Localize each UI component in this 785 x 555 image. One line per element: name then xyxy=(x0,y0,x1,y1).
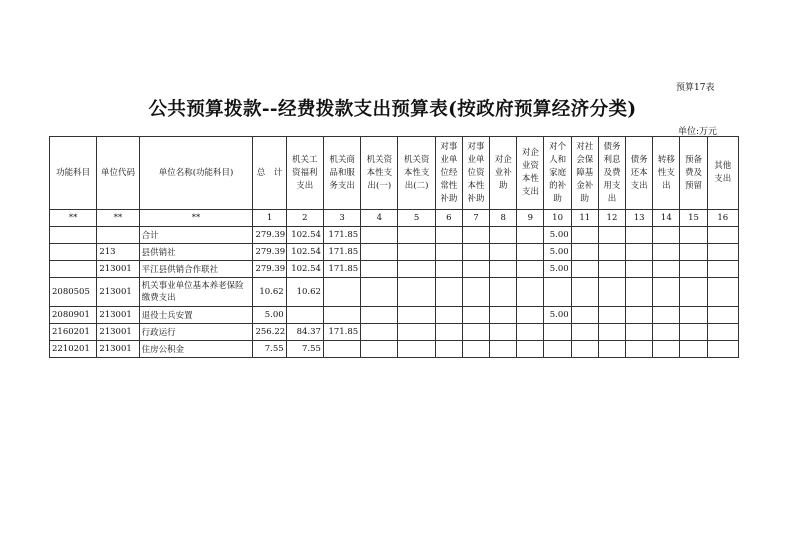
column-number: 4 xyxy=(361,210,398,227)
salary-cell xyxy=(286,307,323,324)
column-number: ** xyxy=(97,210,139,227)
total-cell: 5.00 xyxy=(253,307,286,324)
goods-services-cell xyxy=(323,341,360,358)
column-header: 对事业单位资本性补助 xyxy=(462,137,489,210)
unit-name-cell: 合计 xyxy=(139,227,253,244)
function-code-cell: 2210201 xyxy=(50,341,97,358)
column-number: 5 xyxy=(398,210,435,227)
household-subsidy-cell: 5.00 xyxy=(544,244,571,261)
column-header: 机关资本性支出(二) xyxy=(398,137,435,210)
function-code-cell xyxy=(50,227,97,244)
unit-code-cell: 213001 xyxy=(97,307,139,324)
unit-name-cell: 县供销社 xyxy=(139,244,253,261)
function-code-cell xyxy=(50,244,97,261)
unit-code-cell: 213001 xyxy=(97,278,139,307)
unit-code-cell: 213001 xyxy=(97,341,139,358)
table-row xyxy=(50,324,739,341)
table-row xyxy=(50,307,739,324)
column-header: 机关商品和服务支出 xyxy=(323,137,360,210)
unit-name-cell: 机关事业单位基本养老保险缴费支出 xyxy=(139,278,253,307)
salary-cell: 84.37 xyxy=(286,324,323,341)
column-header: 债务利息及费用支出 xyxy=(598,137,625,210)
goods-services-cell: 171.85 xyxy=(323,244,360,261)
household-subsidy-cell xyxy=(544,341,571,358)
column-header: 对事业单位经常性补助 xyxy=(435,137,462,210)
column-number: 6 xyxy=(435,210,462,227)
column-number: 3 xyxy=(323,210,360,227)
column-number: 9 xyxy=(517,210,544,227)
goods-services-cell: 171.85 xyxy=(323,324,360,341)
unit-code-cell: 213001 xyxy=(97,261,139,278)
total-cell: 279.39 xyxy=(253,227,286,244)
column-number: 1 xyxy=(253,210,286,227)
unit-code-cell: 213 xyxy=(97,244,139,261)
unit-label: 单位:万元 xyxy=(678,127,718,137)
table-row xyxy=(50,341,739,358)
column-header: 单位名称(功能科目) xyxy=(139,137,253,210)
goods-services-cell xyxy=(323,307,360,324)
column-header: 对企业资本性支出 xyxy=(517,137,544,210)
column-number: 2 xyxy=(286,210,323,227)
column-header: 转移性支出 xyxy=(653,137,680,210)
goods-services-cell xyxy=(323,278,360,307)
total-cell: 279.39 xyxy=(253,244,286,261)
household-subsidy-cell xyxy=(544,278,571,307)
unit-name-cell: 平江县供销合作联社 xyxy=(139,261,253,278)
salary-cell: 102.54 xyxy=(286,244,323,261)
household-subsidy-cell: 5.00 xyxy=(544,307,571,324)
column-header: 其他支出 xyxy=(707,137,738,210)
column-header: 机关工资福利支出 xyxy=(286,137,323,210)
table-row xyxy=(50,227,739,244)
total-cell: 10.62 xyxy=(253,278,286,307)
column-number: 7 xyxy=(462,210,489,227)
column-number: 10 xyxy=(544,210,571,227)
total-cell: 7.55 xyxy=(253,341,286,358)
column-header: 债务还本支出 xyxy=(626,137,653,210)
column-number: 14 xyxy=(653,210,680,227)
column-header: 功能科目 xyxy=(50,137,97,210)
column-number: ** xyxy=(50,210,97,227)
column-header: 预备费及预留 xyxy=(680,137,707,210)
unit-code-cell xyxy=(97,227,139,244)
goods-services-cell: 171.85 xyxy=(323,227,360,244)
column-header: 机关资本性支出(一) xyxy=(361,137,398,210)
column-header: 单位代码 xyxy=(97,137,139,210)
column-number: ** xyxy=(139,210,253,227)
total-cell: 256.22 xyxy=(253,324,286,341)
function-code-cell: 2080901 xyxy=(50,307,97,324)
function-code-cell: 2080505 xyxy=(50,278,97,307)
table-row xyxy=(50,261,739,278)
unit-name-cell: 住房公积金 xyxy=(139,341,253,358)
salary-cell: 102.54 xyxy=(286,227,323,244)
table-row xyxy=(50,278,739,307)
column-number: 15 xyxy=(680,210,707,227)
column-number: 8 xyxy=(490,210,517,227)
document-title: 公共预算拨款--经费拨款支出预算表(按政府预算经济分类) xyxy=(148,99,637,120)
table-number: 预算17表 xyxy=(676,83,715,93)
goods-services-cell: 171.85 xyxy=(323,261,360,278)
household-subsidy-cell: 5.00 xyxy=(544,261,571,278)
unit-code-cell: 213001 xyxy=(97,324,139,341)
header-row xyxy=(50,137,739,210)
table-row xyxy=(50,244,739,261)
column-number: 12 xyxy=(598,210,625,227)
column-number: 13 xyxy=(626,210,653,227)
column-header: 对个人和家庭的补助 xyxy=(544,137,571,210)
column-number: 11 xyxy=(571,210,598,227)
total-cell: 279.39 xyxy=(253,261,286,278)
unit-name-cell: 行政运行 xyxy=(139,324,253,341)
unit-name-cell: 退役士兵安置 xyxy=(139,307,253,324)
column-number: 16 xyxy=(707,210,738,227)
column-header: 对企业补助 xyxy=(490,137,517,210)
budget-table xyxy=(49,136,739,358)
column-header: 对社会保障基金补助 xyxy=(571,137,598,210)
household-subsidy-cell xyxy=(544,324,571,341)
column-number-row xyxy=(50,210,739,227)
salary-cell: 102.54 xyxy=(286,261,323,278)
salary-cell: 7.55 xyxy=(286,341,323,358)
function-code-cell xyxy=(50,261,97,278)
household-subsidy-cell: 5.00 xyxy=(544,227,571,244)
function-code-cell: 2160201 xyxy=(50,324,97,341)
salary-cell: 10.62 xyxy=(286,278,323,307)
column-header: 总 计 xyxy=(253,137,286,210)
